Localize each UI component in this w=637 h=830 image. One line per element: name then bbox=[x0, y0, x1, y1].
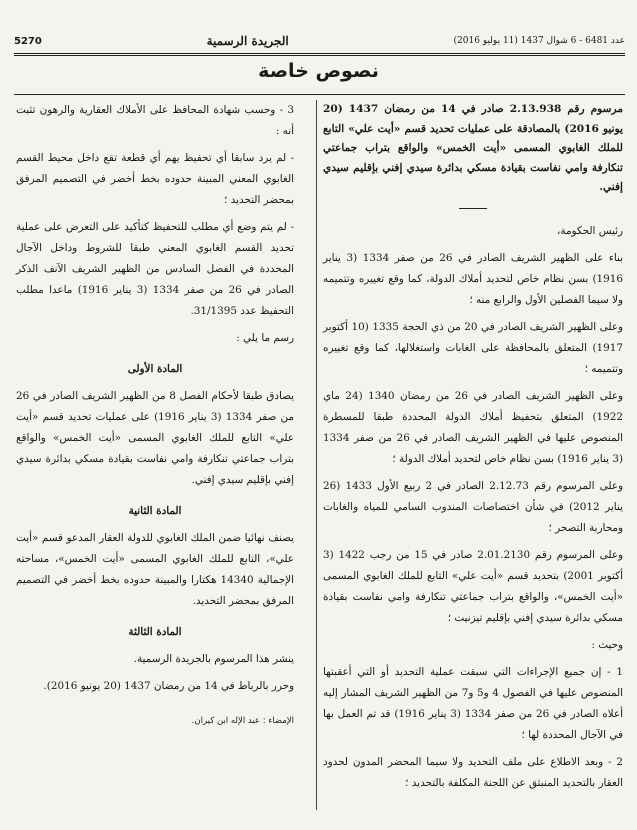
article-2-title: المادة الثانية bbox=[128, 505, 182, 517]
article-3-text: ينشر هذا المرسوم بالجريدة الرسمية. bbox=[133, 653, 294, 665]
recital: وعلى الظهير الشريف الصادر في 20 من ذي الحجة 1335 (10 أكتوبر 1917) المتعلق بالمحافظة على الغابات واستغلالها، كما وقع تغييره وتتميمه ؛ bbox=[323, 320, 624, 375]
recital: وعلى الظهير الشريف الصادر في 26 من رمضان 1340 (24 ماي 1922) المتعلق بتحفيظ أملاك الدولة المحددة طبقا للمسطرة المنصوص عليها في الظهير الشريف الصادر في 26 من صفر 1334 (3 يناير 1916) بسن نظام خاص لتحديد أملاك الدولة ؛ bbox=[323, 389, 624, 465]
signature-line: الإمضاء : عبد الإله ابن كيران. bbox=[191, 716, 294, 726]
header-rule bbox=[14, 53, 625, 54]
article-2-text: يصنف نهائيا ضمن الملك الغابوي للدولة العقار المدعو قسم «أيت علي»، التابع للملك الغابوي المسمى «أيت الخمس»، مساحته الإجمالية 14340 هكتارا والمبينة حدوده بخط أخضر في التصميم المرفق بمحضر التحديد. bbox=[16, 532, 294, 607]
head-of-government: رئيس الحكومة، bbox=[557, 224, 623, 237]
header-rule-double bbox=[14, 55, 625, 56]
short-divider bbox=[459, 208, 487, 209]
clause: 1 - إن جميع الإجراءات التي سبقت عملية التحديد أو التي أعقبتها المنصوص عليها في الفصول 4 و5 و7 من الظهير الشريف المشار إليه أعلاه الصادر في 26 من صفر 1334 (3 يناير 1916) قد تم العمل بها في الآجال المحددة لها ؛ bbox=[323, 665, 623, 741]
decreed-line: رسم ما يلي : bbox=[236, 332, 294, 344]
section-rule bbox=[14, 94, 625, 95]
recital: وعلى المرسوم رقم 2.12.73 الصادر في 2 ربيع الأول 1433 (26 يناير 2012) في شأن اختصاصات المندوب السامي للمياه والغابات ومحاربة التصحر ؛ bbox=[323, 479, 623, 534]
recital: بناء على الظهير الشريف الصادر في 26 من صفر 1334 (3 يناير 1916) بسن نظام خاص لتحديد أملاك الدولة، كما وقع تغييره وتتميمه ولا سيما الفصلين الأول والرابع منه ؛ bbox=[323, 251, 624, 306]
left-column bbox=[16, 100, 294, 738]
page-header bbox=[14, 33, 625, 49]
issue-info: عدد 6481 - 6 شوال 1437 (11 يوليو 2016) bbox=[453, 36, 625, 46]
right-column bbox=[323, 100, 623, 800]
decree-title: مرسوم رقم 2.13.938 صادر في 14 من رمضان 1437 (20 يونيو 2016) بالمصادقة على عمليات تحديد قسم «أيت علي» التابع للملك الغابوي المسمى «أيت الخمس» والواقع بتراب جماعتي تنكارفة وامي نفاست بقيادة مسكي بدائرة سيدي إفني بإقليم سيدي إفني. bbox=[323, 103, 624, 193]
section-title: نصوص خاصة bbox=[258, 60, 379, 82]
article-1-text: يصادق طبقا لأحكام الفصل 8 من الظهير الشريف الصادر في 26 من صفر 1334 (3 يناير 1916) على عمليات تحديد قسم «أيت علي» التابع للملك الغابوي المسمى «أيت الخمس» والواقع بتراب جماعتي تنكارفة وامي نفاست بقيادة مسكي بدائرة سيدي إفني بإقليم سيدي إفني. bbox=[16, 390, 295, 486]
journal-title: الجريدة الرسمية bbox=[206, 34, 289, 48]
column-divider bbox=[316, 100, 317, 810]
recital: وعلى المرسوم رقم 2.01.2130 صادر في 15 من رجب 1422 (3 أكتوبر 2001) بتحديد قسم «أيت علي» التابع للملك الغابوي المسمى «أيت الخمس»، والواقع بتراب جماعتي تنكارفة وامي نفاست بقيادة مسكي بدائرة سيدي إفني بإقليم تيزنيت ؛ bbox=[323, 548, 624, 624]
clause: 3 - وحسب شهادة المحافظ على الأملاك العقارية والرهون تثبت أنه : bbox=[16, 104, 294, 137]
article-3-title: المادة الثالثة bbox=[128, 626, 182, 638]
page-number: 5270 bbox=[14, 35, 42, 47]
certificate-item: - لم يتم وضع أي مطلب للتحفيظ كتأكيد على التعرض على عملية تحديد القسم الغابوي المعني طبقا للشروط وداخل الآجال المحددة في الفصل السادس من الظهير الشريف الآنف الذكر الصادر في 26 من صفر 1334 (3 يناير 1916) ماعدا مطلب التحفيظ عدد 31/1395. bbox=[16, 221, 294, 317]
certificate-item: - لم يرد سابقا أي تحفيظ يهم أي قطعة تقع داخل محيط القسم الغابوي المعني المبينة حدوده بخط أخضر في التصميم المرفق بمحضر التحديد ؛ bbox=[16, 152, 294, 206]
clause: 2 - وبعد الاطلاع على ملف التحديد ولا سيما المحضر المدون لحدود العقار بالتحديد المنبثق عن اللجنة المكلفة بالتحديد ؛ bbox=[323, 755, 623, 789]
whereas-heading: وحيث : bbox=[591, 638, 623, 651]
done-at-line: وحرر بالرباط في 14 من رمضان 1437 (20 يونيو 2016). bbox=[43, 680, 294, 692]
article-1-title: المادة الأولى bbox=[127, 363, 183, 375]
